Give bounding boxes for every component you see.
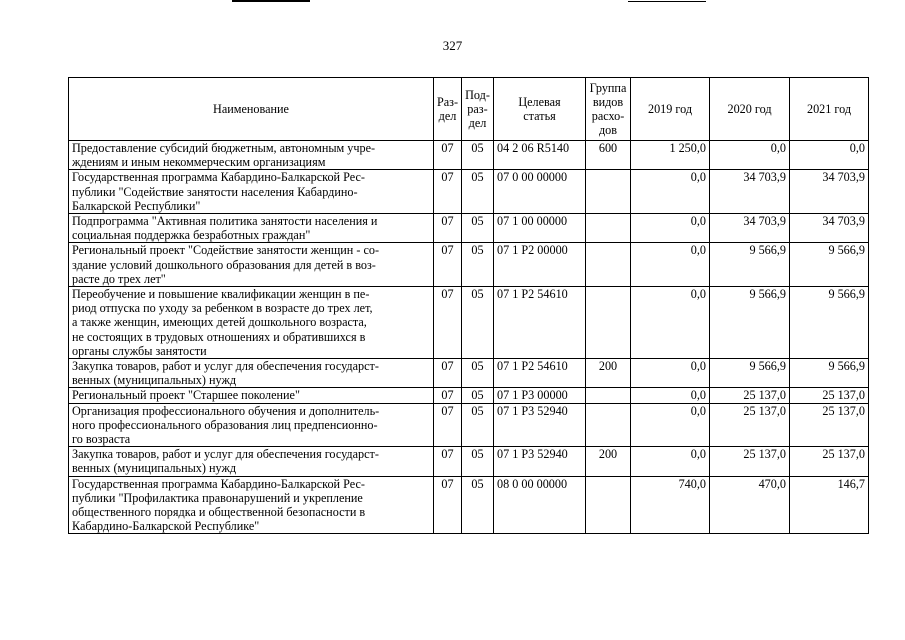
cell-name-line: не состоящих в трудовых отношениях и обратившихся в — [72, 329, 366, 344]
cell-target-article: 07 1 P2 54610 — [494, 359, 586, 388]
budget-table — [68, 77, 869, 534]
table-row — [69, 287, 869, 359]
cell-2020: 470,0 — [710, 476, 790, 534]
cell-name-line: социальная поддержка безработных граждан" — [72, 228, 311, 243]
table-body — [69, 141, 869, 534]
cell-razdel: 07 — [434, 476, 462, 534]
cell-razdel: 07 — [434, 243, 462, 287]
cell-name-line: венных (муниципальных) нужд — [72, 373, 237, 388]
cell-2020: 0,0 — [710, 141, 790, 170]
cell-2019: 1 250,0 — [631, 141, 710, 170]
cell-expense-group — [586, 476, 631, 534]
cell-name-line: публики "Содействие занятости населения Кабардино- — [72, 184, 358, 199]
table-row — [69, 170, 869, 214]
table-row — [69, 359, 869, 388]
cell-2020: 9 566,9 — [710, 359, 790, 388]
header-name: Наименование — [69, 78, 434, 141]
page-number: 327 — [442, 38, 463, 53]
header-2021: 2021 год — [790, 78, 869, 141]
header-expense-group: Группа видов расхо- дов — [586, 78, 631, 141]
cell-name-line: здание условий дошкольного образования для детей в воз- — [72, 257, 376, 272]
table-row — [69, 388, 869, 403]
cell-podrazdel: 05 — [462, 403, 494, 447]
header-razdel: Раз- дел — [434, 78, 462, 141]
header-2019: 2019 год — [631, 78, 710, 141]
cell-target-article: 07 1 P2 00000 — [494, 243, 586, 287]
cell-name-line: Региональный проект "Содействие занятости женщин - со- — [72, 243, 380, 258]
cell-target-article: 08 0 00 00000 — [494, 476, 586, 534]
cell-2019: 0,0 — [631, 359, 710, 388]
table-row — [69, 476, 869, 534]
cell-2019: 0,0 — [631, 403, 710, 447]
cell-podrazdel: 05 — [462, 359, 494, 388]
cell-podrazdel: 05 — [462, 214, 494, 243]
cell-2020: 25 137,0 — [710, 403, 790, 447]
cell-target-article: 07 1 P2 54610 — [494, 287, 586, 359]
cell-2020: 25 137,0 — [710, 447, 790, 476]
cell-razdel: 07 — [434, 214, 462, 243]
cell-target-article: 07 0 00 00000 — [494, 170, 586, 214]
cell-expense-group — [586, 243, 631, 287]
cell-expense-group — [586, 214, 631, 243]
cell-2020: 9 566,9 — [710, 287, 790, 359]
cell-2019: 0,0 — [631, 214, 710, 243]
cell-name-line: Региональный проект "Старшее поколение" — [72, 388, 300, 403]
cell-name — [69, 287, 434, 359]
cell-name-line: Переобучение и повышение квалификации женщин в пе- — [72, 287, 370, 302]
cell-expense-group: 600 — [586, 141, 631, 170]
top-rule-right — [628, 1, 706, 2]
cell-name-line: а также женщин, имеющих детей дошкольного возраста, — [72, 315, 367, 330]
cell-2019: 0,0 — [631, 447, 710, 476]
cell-name-line: органы службы занятости — [72, 343, 207, 358]
cell-2020: 9 566,9 — [710, 243, 790, 287]
cell-name — [69, 388, 434, 403]
cell-name — [69, 214, 434, 243]
cell-podrazdel: 05 — [462, 287, 494, 359]
cell-2019: 740,0 — [631, 476, 710, 534]
cell-target-article: 04 2 06 R5140 — [494, 141, 586, 170]
cell-2021: 25 137,0 — [790, 388, 869, 403]
cell-name-line: Кабардино-Балкарской Республике" — [72, 519, 260, 534]
cell-razdel: 07 — [434, 170, 462, 214]
cell-podrazdel: 05 — [462, 388, 494, 403]
cell-name-line: венных (муниципальных) нужд — [72, 461, 237, 476]
cell-target-article: 07 1 P3 52940 — [494, 403, 586, 447]
cell-name-line: Государственная программа Кабардино-Балкарской Рес- — [72, 476, 365, 491]
cell-target-article: 07 1 P3 00000 — [494, 388, 586, 403]
table-row — [69, 447, 869, 476]
header-2020: 2020 год — [710, 78, 790, 141]
cell-razdel: 07 — [434, 447, 462, 476]
cell-2021: 34 703,9 — [790, 170, 869, 214]
cell-razdel: 07 — [434, 141, 462, 170]
cell-expense-group — [586, 403, 631, 447]
cell-2021: 25 137,0 — [790, 447, 869, 476]
cell-target-article: 07 1 P3 52940 — [494, 447, 586, 476]
cell-name — [69, 141, 434, 170]
cell-2021: 25 137,0 — [790, 403, 869, 447]
cell-name-line: Закупка товаров, работ и услуг для обеспечения государст- — [72, 447, 379, 462]
cell-razdel: 07 — [434, 388, 462, 403]
cell-name-line: го возраста — [72, 432, 131, 447]
cell-razdel: 07 — [434, 287, 462, 359]
cell-2021: 9 566,9 — [790, 243, 869, 287]
cell-2020: 25 137,0 — [710, 388, 790, 403]
cell-name-line: общественного порядка и общественной безопасности в — [72, 505, 366, 520]
cell-name — [69, 476, 434, 534]
cell-name-line: ждениям и иным некоммерческим организациям — [72, 155, 326, 170]
cell-2021: 146,7 — [790, 476, 869, 534]
cell-name — [69, 170, 434, 214]
cell-name — [69, 359, 434, 388]
table-row — [69, 403, 869, 447]
table-row — [69, 214, 869, 243]
table-header-row — [69, 78, 869, 141]
cell-name-line: Балкарской Республики" — [72, 198, 201, 213]
cell-name-line: Организация профессионального обучения и дополнитель- — [72, 403, 380, 418]
cell-2019: 0,0 — [631, 243, 710, 287]
cell-expense-group — [586, 388, 631, 403]
cell-name — [69, 243, 434, 287]
cell-name-line: расте до трех лет" — [72, 271, 166, 286]
table-row — [69, 141, 869, 170]
cell-name — [69, 447, 434, 476]
cell-podrazdel: 05 — [462, 476, 494, 534]
cell-razdel: 07 — [434, 403, 462, 447]
cell-expense-group: 200 — [586, 447, 631, 476]
cell-name-line: публики "Профилактика правонарушений и укрепление — [72, 490, 363, 505]
cell-podrazdel: 05 — [462, 170, 494, 214]
cell-name-line: Закупка товаров, работ и услуг для обеспечения государст- — [72, 359, 379, 374]
cell-expense-group — [586, 287, 631, 359]
cell-podrazdel: 05 — [462, 243, 494, 287]
cell-expense-group: 200 — [586, 359, 631, 388]
cell-podrazdel: 05 — [462, 141, 494, 170]
cell-2021: 9 566,9 — [790, 287, 869, 359]
cell-name-line: ного профессионального образования лиц предпенсионно- — [72, 417, 378, 432]
cell-name-line: Подпрограмма "Активная политика занятости населения и — [72, 214, 378, 229]
cell-name-line: Государственная программа Кабардино-Балкарской Рес- — [72, 170, 365, 185]
cell-name-line: Предоставление субсидий бюджетным, автономным учре- — [72, 141, 376, 155]
cell-2021: 9 566,9 — [790, 359, 869, 388]
header-podrazdel: Под- раз- дел — [462, 78, 494, 141]
cell-expense-group — [586, 170, 631, 214]
cell-2019: 0,0 — [631, 170, 710, 214]
cell-2019: 0,0 — [631, 388, 710, 403]
cell-2021: 0,0 — [790, 141, 869, 170]
cell-2019: 0,0 — [631, 287, 710, 359]
cell-razdel: 07 — [434, 359, 462, 388]
table-row — [69, 243, 869, 287]
cell-podrazdel: 05 — [462, 447, 494, 476]
top-rule-left — [232, 0, 310, 2]
cell-name-line: риод отпуска по уходу за ребенком в возрасте до трех лет, — [72, 301, 373, 316]
header-target-article: Целевая статья — [494, 78, 586, 141]
cell-target-article: 07 1 00 00000 — [494, 214, 586, 243]
cell-name — [69, 403, 434, 447]
cell-2020: 34 703,9 — [710, 214, 790, 243]
cell-2020: 34 703,9 — [710, 170, 790, 214]
cell-2021: 34 703,9 — [790, 214, 869, 243]
